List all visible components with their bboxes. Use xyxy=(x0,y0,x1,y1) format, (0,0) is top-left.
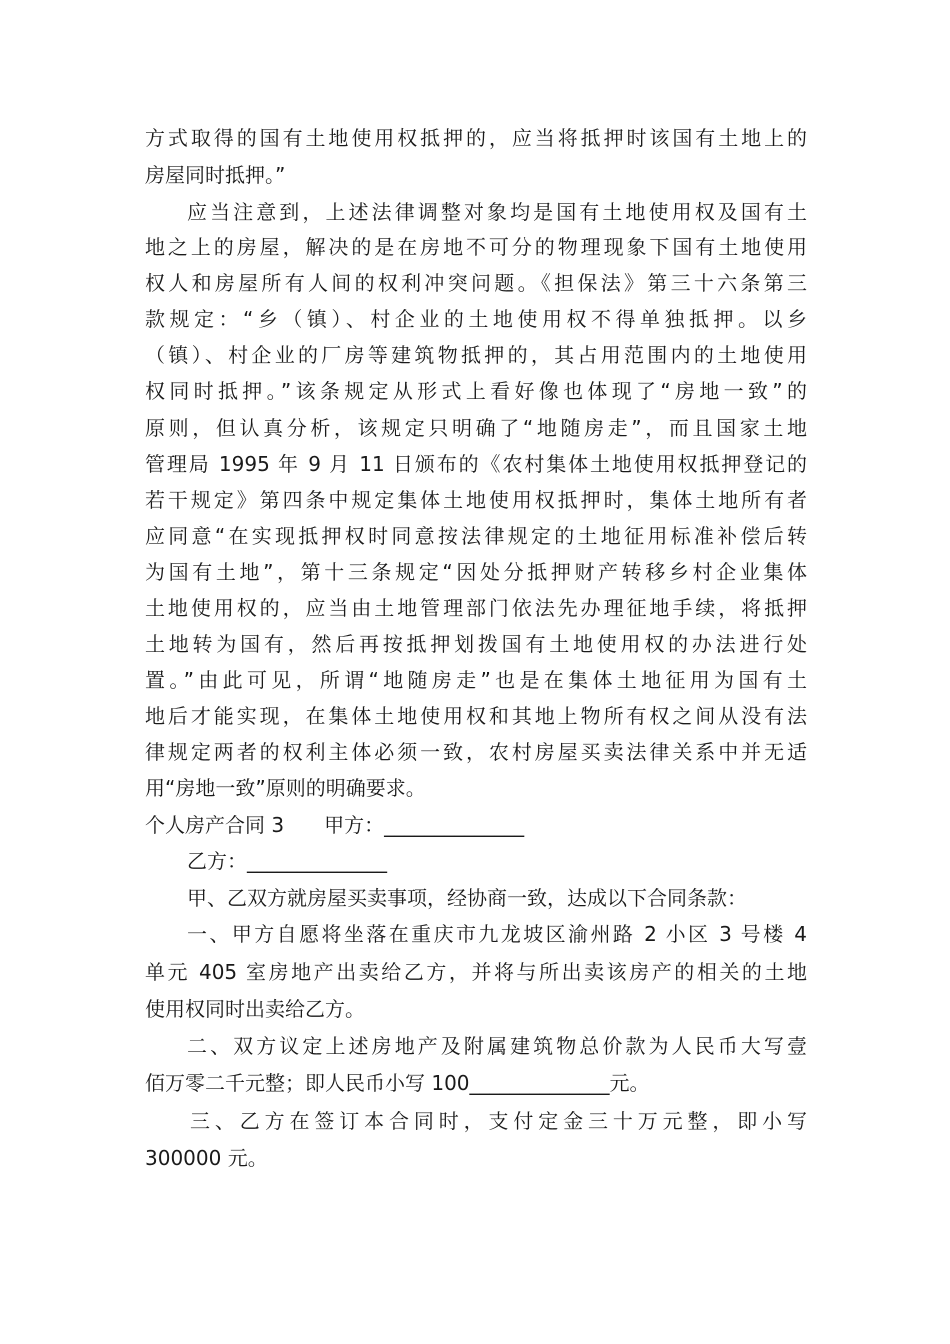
text-line: 单元 405 室房地产出卖给乙方，并将与所出卖该房产的相关的土地 xyxy=(145,960,807,984)
text-line: 置。”由此可见，所谓“地随房走”也是在集体土地征用为国有土 xyxy=(145,668,807,692)
text-line: 款规定：“乡（镇）、村企业的土地使用权不得单独抵押。以乡 xyxy=(145,307,807,331)
text-line: 原则，但认真分析，该规定只明确了“地随房走”，而且国家土地 xyxy=(145,416,807,440)
text-line: 300000 元。 xyxy=(145,1146,268,1170)
paragraph-start: 甲、乙双方就房屋买卖事项，经协商一致，达成以下合同条款： xyxy=(187,886,747,910)
text-line: 应同意“在实现抵押权时同意按法律规定的土地征用标准补偿后转 xyxy=(145,524,807,548)
text-line: 地后才能实现，在集体土地使用权和其地上物所有权之间从没有法 xyxy=(145,704,807,728)
text-line: 若干规定》第四条中规定集体土地使用权抵押时，集体土地所有者 xyxy=(145,488,807,512)
text-line: 土地使用权的，应当由土地管理部门依法先办理征地手续，将抵押 xyxy=(145,596,807,620)
text-line: 为国有土地”，第十三条规定“因处分抵押财产转移乡村企业集体 xyxy=(145,560,807,584)
text-line: 管理局 1995 年 9 月 11 日颁布的《农村集体土地使用权抵押登记的 xyxy=(145,452,807,476)
paragraph-start: 应当注意到，上述法律调整对象均是国有土地使用权及国有土 xyxy=(187,200,807,224)
paragraph-start: 二、双方议定上述房地产及附属建筑物总价款为人民币大写壹 xyxy=(187,1034,807,1058)
text-line: 使用权同时出卖给乙方。 xyxy=(145,997,365,1021)
text-line: 房屋同时抵押。” xyxy=(145,163,286,187)
text-line: 佰万零二千元整；即人民币小写 100______________元。 xyxy=(145,1071,650,1095)
text-line: 权人和房屋所有人间的权利冲突问题。《担保法》第三十六条第三 xyxy=(145,271,807,295)
text-line: 方式取得的国有土地使用权抵押的，应当将抵押时该国有土地上的 xyxy=(145,126,807,150)
text-line: 土地转为国有，然后再按抵押划拨国有土地使用权的办法进行处 xyxy=(145,632,807,656)
text-line: 权同时抵押。”该条规定从形式上看好像也体现了“房地一致”的 xyxy=(145,379,807,403)
text-line: （镇）、村企业的厂房等建筑物抵押的，其占用范围内的土地使用 xyxy=(145,343,807,367)
paragraph-start: 三、乙方在签订本合同时，支付定金三十万元整，即小写 xyxy=(190,1109,807,1133)
text-line: 地之上的房屋，解决的是在房地不可分的物理现象下国有土地使用 xyxy=(145,235,807,259)
party-b-line: 乙方：______________ xyxy=(187,849,387,873)
text-line: 用“房地一致”原则的明确要求。 xyxy=(145,776,426,800)
text-line: 律规定两者的权利主体必须一致，农村房屋买卖法律关系中并无适 xyxy=(145,740,807,764)
contract-heading-party-a: 个人房产合同 3 甲方：______________ xyxy=(145,813,525,837)
paragraph-start: 一、甲方自愿将坐落在重庆市九龙坡区渝州路 2 小区 3 号楼 4 xyxy=(187,922,807,946)
